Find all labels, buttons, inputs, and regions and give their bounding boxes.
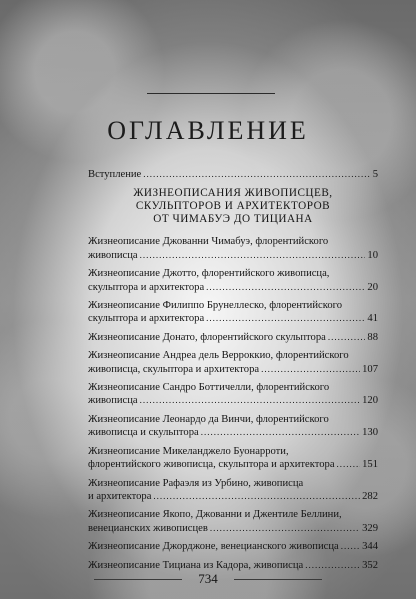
toc-entry-text: живописца: [88, 249, 138, 261]
toc-entry-text: венецианских живописцев: [88, 522, 208, 534]
toc-entry[interactable]: [88, 267, 378, 294]
toc-entry[interactable]: [88, 508, 378, 535]
toc-entry-text: живописца, скульптора и архитектора: [88, 363, 260, 375]
toc-entry[interactable]: [88, 413, 378, 440]
toc-entry[interactable]: [88, 331, 378, 344]
leader-dots: [153, 490, 360, 503]
toc-entry-text: Жизнеописание Рафаэля из Урбино, живописца: [88, 477, 304, 489]
toc-page-number: 329: [362, 522, 378, 534]
toc-entry[interactable]: [88, 559, 378, 572]
toc-entry-text: Жизнеописание Микеланджело Буонарроти,: [88, 445, 289, 457]
page-number: 734: [198, 571, 218, 586]
toc-entry-text: Жизнеописание Андреа дель Верроккио, флорентийского: [88, 350, 349, 362]
toc-entry-text: и архитектора: [88, 490, 152, 502]
leader-dots: [261, 363, 360, 376]
toc-page-number: 107: [362, 363, 378, 375]
toc-page-number: 120: [362, 395, 378, 407]
toc-entry-text: живописца: [88, 395, 138, 407]
leader-dots: [206, 281, 365, 294]
toc-entry-text: Жизнеописание Якопо, Джованни и Джентиле Беллини,: [88, 509, 342, 521]
section-heading: [88, 187, 378, 226]
section-heading-line: ОТ ЧИМАБУЭ ДО ТИЦИАНА: [153, 213, 313, 226]
toc-page-number: 151: [362, 459, 378, 471]
toc-entry-text: Жизнеописание Филиппо Брунеллеско, флорентийского: [88, 300, 343, 312]
leader-dots: [337, 458, 361, 471]
section-heading-line: ЖИЗНЕОПИСАНИЯ ЖИВОПИСЦЕВ,: [133, 187, 333, 200]
toc-entry-text: Жизнеописание Сандро Боттичелли, флорентийского: [88, 382, 330, 394]
toc-entry[interactable]: [88, 381, 378, 408]
toc-entry-text: флорентийского живописца, скульптора и архитектора: [88, 459, 335, 471]
toc-entry[interactable]: [88, 540, 378, 553]
leader-dots: [328, 331, 366, 344]
leader-dots: [305, 559, 360, 572]
top-rule: [147, 93, 275, 94]
toc-page-number: 5: [372, 169, 378, 180]
toc-entry-text: Жизнеописание Джованни Чимабуэ, флорентийского: [88, 236, 329, 248]
footer-rule-right: [234, 579, 322, 580]
toc-entry[interactable]: [88, 349, 378, 376]
leader-dots: [143, 168, 370, 181]
leader-dots: [201, 426, 360, 439]
toc-entry-intro[interactable]: [88, 168, 378, 181]
toc-entry-text: Жизнеописание Джотто, флорентийского живописца,: [88, 268, 330, 280]
toc-page-number: 41: [367, 313, 378, 325]
toc-entry[interactable]: [88, 235, 378, 262]
leader-dots: [206, 312, 365, 325]
page-title: ОГЛАВЛЕНИЕ: [107, 116, 309, 145]
table-of-contents: [88, 168, 378, 577]
toc-entry-text: скульптора и архитектора: [88, 281, 205, 293]
toc-page-number: 10: [367, 249, 378, 261]
toc-entry-text: живописца и скульптора: [88, 427, 199, 439]
toc-entry-text: Жизнеописание Леонардо да Винчи, флорентийского: [88, 413, 329, 425]
toc-entry-text: Жизнеописание Донато, флорентийского скульптора: [88, 331, 326, 343]
toc-entry-text: Жизнеописание Джорджоне, венецианского живописца: [88, 541, 339, 553]
toc-entry-text: Вступление: [88, 169, 142, 180]
toc-page-number: 130: [362, 427, 378, 439]
toc-entry-text: Жизнеописание Тициана из Кадора, живописца: [88, 559, 304, 571]
leader-dots: [210, 522, 360, 535]
toc-page-number: 282: [362, 490, 378, 502]
toc-page-number: 352: [362, 559, 378, 571]
toc-entry[interactable]: [88, 299, 378, 326]
toc-page-number: 344: [362, 541, 378, 553]
toc-page-number: 88: [367, 331, 378, 343]
toc-entries: [88, 235, 378, 572]
leader-dots: [341, 540, 360, 553]
toc-entry[interactable]: [88, 445, 378, 472]
toc-page-number: 20: [367, 281, 378, 293]
section-heading-line: СКУЛЬПТОРОВ И АРХИТЕКТОРОВ: [135, 200, 331, 213]
toc-entry[interactable]: [88, 477, 378, 504]
toc-entry-text: скульптора и архитектора: [88, 313, 205, 325]
leader-dots: [140, 394, 360, 407]
leader-dots: [140, 249, 366, 262]
